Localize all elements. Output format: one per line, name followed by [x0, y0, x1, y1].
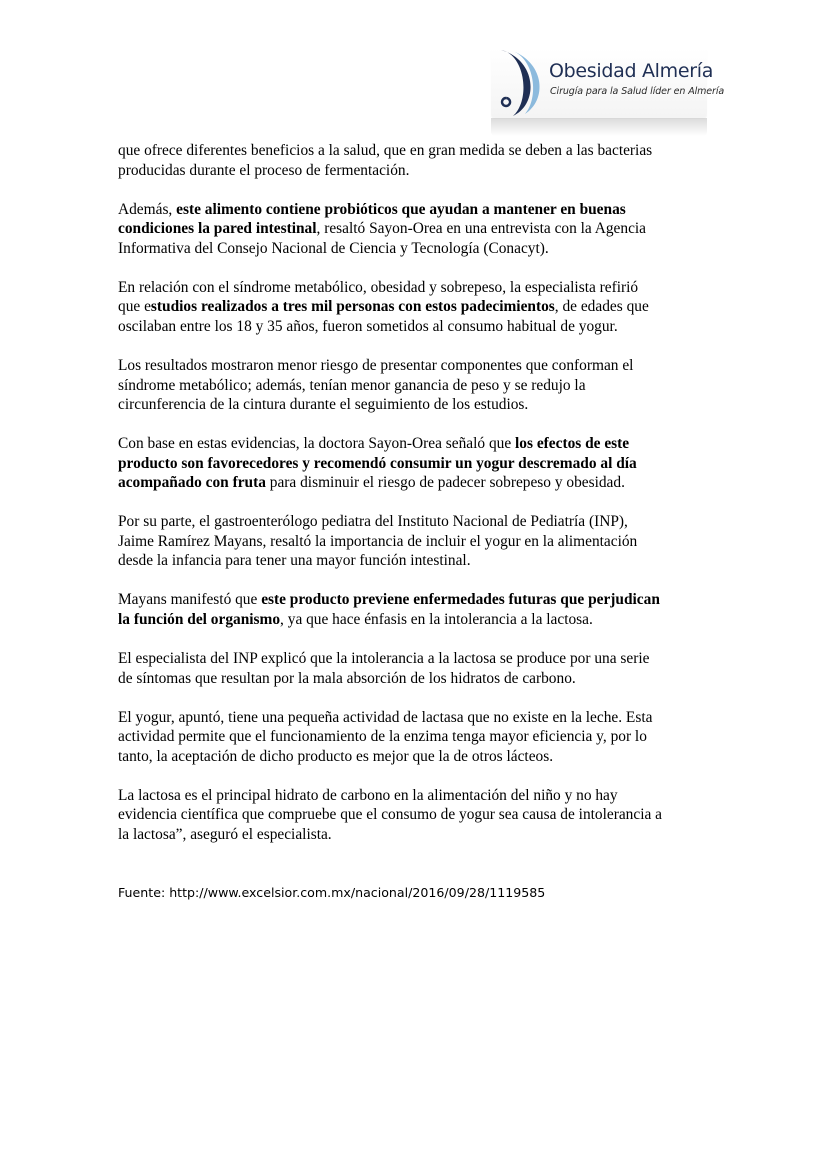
- article-paragraph: [118, 512, 712, 571]
- paragraph-line: [118, 376, 712, 396]
- text-segment: la lactosa”, aseguró el especialista.: [118, 825, 332, 843]
- text-segment: evidencia científica que compruebe que el consumo de yogur sea causa de intolerancia a: [118, 806, 662, 824]
- paragraph-line: [118, 747, 712, 767]
- paragraph-line: [118, 590, 712, 610]
- text-segment: El yogur, apuntó, tiene una pequeña actividad de lactasa que no existe en la leche. Esta: [118, 708, 653, 726]
- text-segment: Por su parte, el gastroenterólogo pediatra del Instituto Nacional de Pediatría (INP),: [118, 513, 628, 531]
- text-segment: desde la infancia para tener una mayor función intestinal.: [118, 552, 471, 570]
- bold-text: este producto previene enfermedades futuras que perjudican: [261, 591, 660, 609]
- text-segment: producidas durante el proceso de fermentación.: [118, 161, 410, 179]
- logo-reflection: [491, 118, 707, 136]
- text-segment: Mayans manifestó que: [118, 591, 262, 609]
- paragraph-line: [118, 786, 712, 806]
- article-paragraph: [118, 278, 712, 337]
- bold-text: la función del organismo: [118, 611, 281, 629]
- paragraph-line: [118, 708, 712, 728]
- article-paragraph: [118, 649, 712, 688]
- logo-subtitle: Cirugía para la Salud líder en Almería: [550, 86, 725, 97]
- paragraph-line: [118, 805, 712, 825]
- text-segment: para disminuir el riesgo de padecer sobrepeso y obesidad.: [265, 474, 625, 492]
- text-segment: tanto, la aceptación de dicho producto es mejor que la de otros lácteos.: [118, 747, 554, 765]
- article-paragraph: [118, 356, 712, 415]
- text-segment: La lactosa es el principal hidrato de carbono en la alimentación del niño y no hay: [118, 786, 618, 804]
- logo-title: Obesidad Almería: [549, 60, 714, 82]
- article-body: [118, 141, 712, 864]
- paragraph-line: [118, 473, 712, 493]
- article-paragraph: [118, 141, 712, 180]
- crescent-logo-icon: [491, 48, 551, 118]
- text-segment: Con base en estas evidencias, la doctora Sayon-Orea señaló que: [118, 435, 516, 453]
- paragraph-line: [118, 434, 712, 454]
- text-segment: , resaltó Sayon-Orea en una entrevista con la Agencia: [316, 220, 647, 238]
- text-segment: que e: [118, 298, 151, 316]
- paragraph-line: [118, 532, 712, 552]
- source-citation: Fuente: http://www.excelsior.com.mx/nacional/2016/09/28/1119585: [118, 885, 546, 900]
- paragraph-line: [118, 356, 712, 376]
- text-segment: , de edades que: [554, 298, 649, 316]
- bold-text: este alimento contiene probióticos que ayudan a mantener en buenas: [176, 200, 626, 218]
- paragraph-line: [118, 454, 712, 474]
- text-segment: Informativa del Consejo Nacional de Ciencia y Tecnología (Conacyt).: [118, 239, 549, 257]
- article-paragraph: [118, 434, 712, 493]
- paragraph-line: [118, 512, 712, 532]
- text-segment: Jaime Ramírez Mayans, resaltó la importancia de incluir el yogur en la alimentación: [118, 532, 638, 550]
- text-segment: , ya que hace énfasis en la intolerancia a la lactosa.: [280, 611, 593, 629]
- paragraph-line: [118, 161, 712, 181]
- paragraph-line: [118, 669, 712, 689]
- paragraph-line: [118, 297, 712, 317]
- text-segment: oscilaban entre los 18 y 35 años, fueron sometidos al consumo habitual de yogur.: [118, 317, 618, 335]
- text-segment: En relación con el síndrome metabólico, obesidad y sobrepeso, la especialista refirió: [118, 278, 639, 296]
- bold-text: studios realizados a tres mil personas con estos padecimientos: [150, 298, 555, 316]
- bold-text: producto son favorecedores y recomendó consumir un yogur descremado al día: [118, 454, 637, 472]
- paragraph-line: [118, 219, 712, 239]
- bold-text: acompañado con fruta: [118, 474, 266, 492]
- paragraph-line: [118, 727, 712, 747]
- obesidad-almeria-logo: [491, 48, 725, 136]
- text-segment: Además,: [118, 200, 177, 218]
- article-paragraph: [118, 590, 712, 629]
- article-paragraph: [118, 708, 712, 767]
- paragraph-line: [118, 610, 712, 630]
- paragraph-line: [118, 278, 712, 298]
- paragraph-line: [118, 649, 712, 669]
- paragraph-line: [118, 825, 712, 845]
- text-segment: Los resultados mostraron menor riesgo de presentar componentes que conforman el: [118, 356, 634, 374]
- paragraph-line: [118, 551, 712, 571]
- text-segment: El especialista del INP explicó que la intolerancia a la lactosa se produce por una serie: [118, 650, 650, 668]
- text-segment: que ofrece diferentes beneficios a la salud, que en gran medida se deben a las bacterias: [118, 142, 653, 159]
- text-segment: circunferencia de la cintura durante el seguimiento de los estudios.: [118, 396, 529, 414]
- text-segment: síndrome metabólico; además, tenían menor ganancia de peso y se redujo la: [118, 376, 586, 394]
- paragraph-line: [118, 317, 712, 337]
- paragraph-line: [118, 395, 712, 415]
- paragraph-line: [118, 239, 712, 259]
- bold-text: los efectos de este: [515, 435, 630, 453]
- paragraph-line: [118, 200, 712, 220]
- text-segment: actividad permite que el funcionamiento de la enzima tenga mayor eficiencia y, por lo: [118, 728, 647, 746]
- bold-text: condiciones la pared intestinal: [118, 220, 317, 238]
- text-segment: de síntomas que resultan por la mala absorción de los hidratos de carbono.: [118, 669, 576, 687]
- article-paragraph: [118, 200, 712, 259]
- article-paragraph: [118, 786, 712, 845]
- paragraph-line: [118, 141, 712, 161]
